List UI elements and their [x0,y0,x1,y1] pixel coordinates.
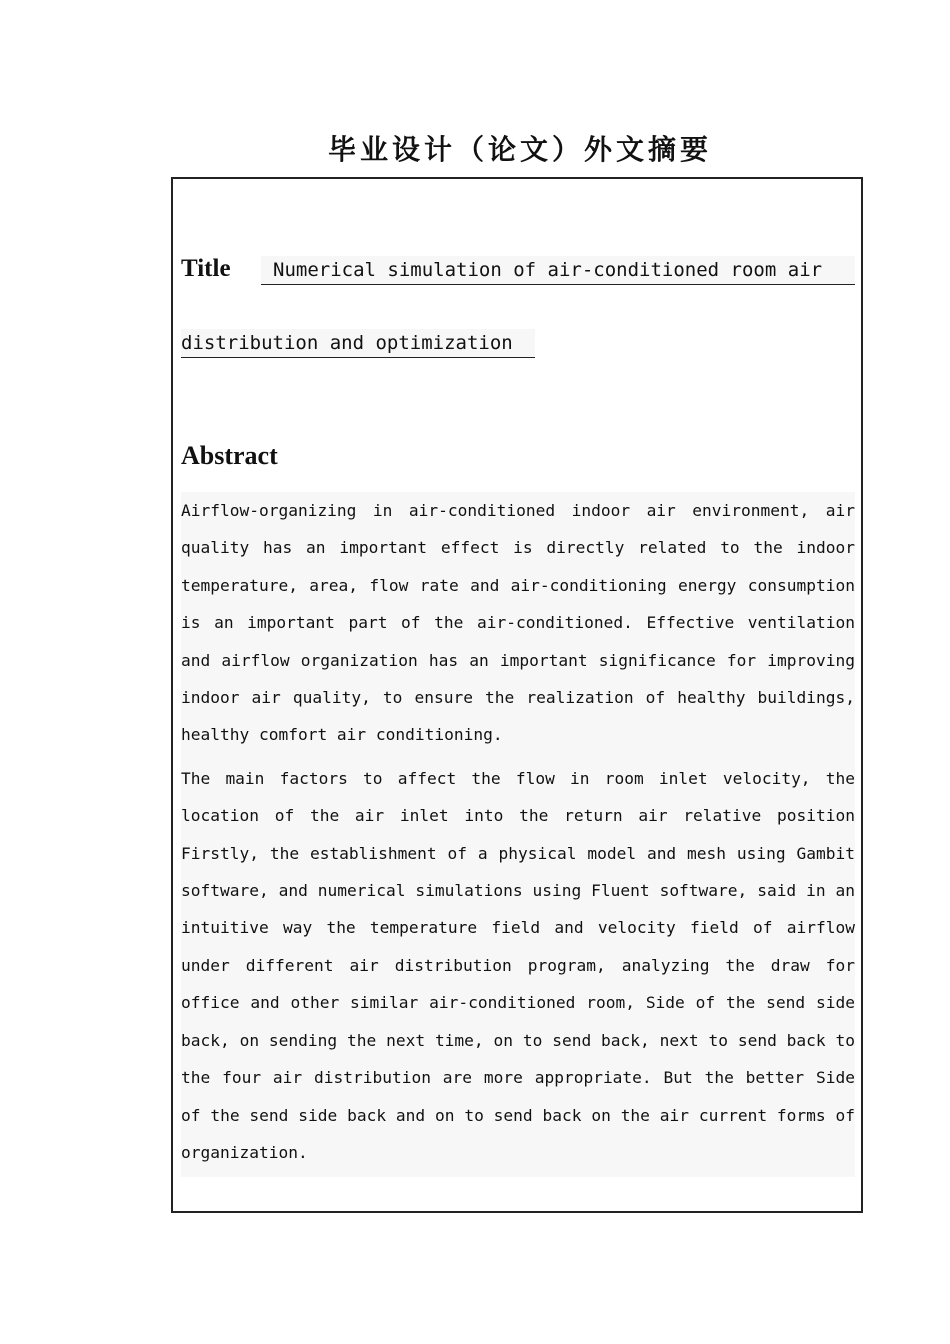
abstract-paragraph: Airflow-organizing in air-conditioned indoor air environment, air quality has an important effect is directly related to the indoor temperature, area, flow rate and air-conditioning energy consumption is an important part of the air-conditioned. Effective ventilation and airflow organization has an important significance for improving indoor air quality, to ensure the realization of healthy buildings, healthy comfort air conditioning. [181,501,855,745]
abstract-paragraph: The main factors to affect the flow in room inlet velocity, the location of the air inlet into the return air relative position Firstly, the establishment of a physical model and mesh using Gambit software, and numerical simulations using Fluent software, said in an intuitive way the temperature field and velocity field of airflow under different air distribution program, analyzing the draw for office and other similar air-conditioned room, Side of the send side back, on sending the next time, on to send back, next to send back to the four air distribution are more appropriate. But the better Side of the send side back and on to send back on the air current forms of organization. [181,768,855,1162]
thesis-title-line-2: distribution and optimization [181,329,535,358]
abstract-heading: Abstract [181,441,278,470]
title-label: Title [181,255,231,282]
abstract-body [181,492,855,1177]
title-row [181,252,855,292]
page-title: 毕业设计（论文）外文摘要 [327,133,712,166]
thesis-title-line-1: Numerical simulation of air-conditioned room air [261,256,855,285]
